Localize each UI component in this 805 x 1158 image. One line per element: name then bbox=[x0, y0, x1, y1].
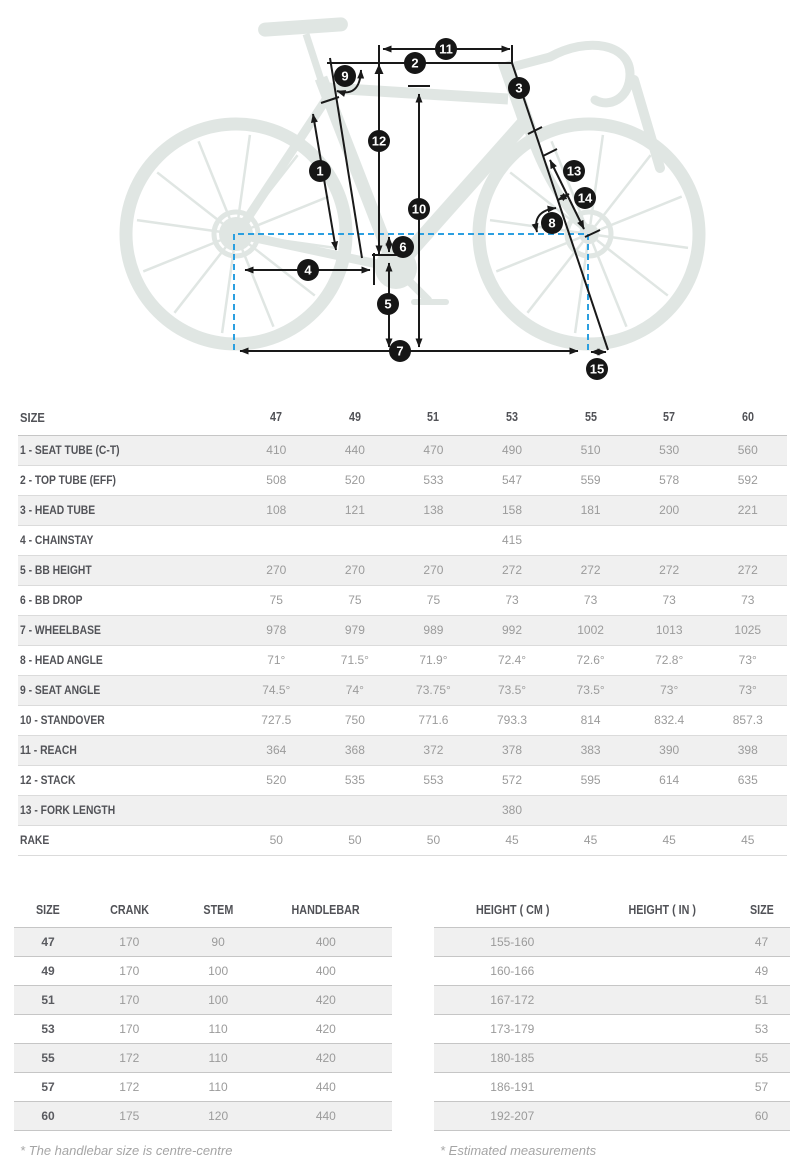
geometry-value-cell: 74.5° bbox=[262, 683, 291, 697]
geometry-value-cell bbox=[394, 526, 473, 555]
sizing_table-header-row bbox=[434, 894, 790, 928]
geometry-value-cell: 45 bbox=[662, 833, 676, 847]
geometry-value-cell: 72.8° bbox=[655, 653, 684, 667]
marker-number: 2 bbox=[411, 55, 419, 71]
components-row-cell: 51 bbox=[41, 993, 55, 1007]
geometry-value-cell bbox=[630, 526, 709, 555]
sizing-row bbox=[434, 1044, 790, 1073]
geometry-value-cell: 45 bbox=[741, 833, 755, 847]
components-row-cell: 170 bbox=[119, 935, 140, 949]
geometry-value-cell: 380 bbox=[502, 803, 523, 817]
geometry-value-cell: 364 bbox=[266, 743, 287, 757]
geometry-value-cell: 978 bbox=[266, 623, 287, 637]
geometry-value-cell: 272 bbox=[737, 563, 758, 577]
geometry-value-cell: 572 bbox=[502, 773, 523, 787]
geometry-value-cell: 533 bbox=[423, 473, 444, 487]
geometry-value-cell: 108 bbox=[266, 503, 287, 517]
geometry-row-label bbox=[18, 436, 237, 465]
geometry-row-label bbox=[18, 766, 237, 795]
rider-sizing-table bbox=[434, 894, 790, 1131]
diagram-marker-4 bbox=[297, 259, 319, 281]
geometry-value-cell: 530 bbox=[659, 443, 680, 457]
bike-geometry-diagram bbox=[0, 0, 805, 392]
sizing-row-cell: 155-160 bbox=[490, 935, 535, 949]
geometry-value-cell bbox=[316, 526, 395, 555]
sizing-row-cell: 192-207 bbox=[490, 1109, 535, 1123]
components-row-cell: 440 bbox=[315, 1080, 336, 1094]
marker-number: 13 bbox=[566, 163, 582, 179]
geometry-value-cell: 75 bbox=[348, 593, 362, 607]
geometry-row-label-text: RAKE bbox=[20, 833, 50, 847]
geometry-value-cell: 378 bbox=[502, 743, 523, 757]
geometry-value-cell: 50 bbox=[269, 833, 283, 847]
sizing-row-cell bbox=[591, 957, 733, 985]
geometry-value-cell: 750 bbox=[344, 713, 365, 727]
geometry-value-cell bbox=[237, 796, 316, 825]
size-header-text: SIZE bbox=[20, 410, 45, 425]
size-column-header-text: 49 bbox=[348, 410, 361, 424]
geometry-row-label bbox=[18, 586, 237, 615]
geometry-value-cell: 383 bbox=[580, 743, 601, 757]
geometry-row-label bbox=[18, 646, 237, 675]
geometry-row-label bbox=[18, 706, 237, 735]
sizing_table-column-header-text: HEIGHT ( IN ) bbox=[628, 903, 696, 917]
components-table bbox=[14, 894, 392, 1131]
geometry-value-cell bbox=[394, 796, 473, 825]
marker-number: 15 bbox=[589, 361, 605, 377]
geometry-row-label bbox=[18, 556, 237, 585]
sizing-row-cell: 186-191 bbox=[490, 1080, 535, 1094]
geometry-value-cell: 440 bbox=[344, 443, 365, 457]
components-row-cell: 110 bbox=[208, 1022, 228, 1036]
main-geometry-table bbox=[18, 400, 787, 856]
geometry-row-label-text: 12 - STACK bbox=[20, 773, 76, 787]
geometry-value-cell: 272 bbox=[502, 563, 523, 577]
geometry-value-cell: 553 bbox=[423, 773, 444, 787]
components-row-cell: 100 bbox=[208, 964, 229, 978]
sizing-row-cell bbox=[591, 1073, 733, 1101]
geometry-value-cell: 771.6 bbox=[418, 713, 449, 727]
sizing-row-cell bbox=[591, 928, 733, 956]
geometry-value-cell: 832.4 bbox=[654, 713, 685, 727]
geometry-value-cell: 398 bbox=[737, 743, 758, 757]
geometry-row-label bbox=[18, 826, 237, 855]
components-row bbox=[14, 928, 392, 957]
size-header-label bbox=[18, 400, 237, 435]
size-column-header bbox=[630, 400, 709, 435]
geometry-value-cell: 73 bbox=[662, 593, 676, 607]
geometry-value-cell: 635 bbox=[737, 773, 758, 787]
components_table-column-header bbox=[82, 894, 177, 927]
geometry-value-cell: 73.5° bbox=[576, 683, 605, 697]
geometry-row-label-text: 7 - WHEELBASE bbox=[20, 623, 101, 637]
geometry-value-cell bbox=[708, 526, 787, 555]
size-header-row bbox=[18, 400, 787, 436]
sizing_table-column-header bbox=[733, 894, 790, 927]
geometry-value-cell: 793.3 bbox=[497, 713, 528, 727]
diagram-marker-13 bbox=[563, 160, 585, 182]
components-row-cell: 420 bbox=[315, 1051, 336, 1065]
marker-number: 5 bbox=[384, 296, 392, 312]
size-column-header bbox=[237, 400, 316, 435]
geometry-value-cell: 270 bbox=[266, 563, 287, 577]
sizing-row-cell: 49 bbox=[754, 964, 769, 978]
components_table-column-header-text: STEM bbox=[203, 903, 234, 917]
geometry-value-cell: 50 bbox=[426, 833, 441, 847]
size-column-header-text: 51 bbox=[427, 410, 440, 424]
geometry-value-cell: 71° bbox=[267, 653, 286, 667]
components-row-cell: 100 bbox=[208, 993, 229, 1007]
geometry-row-label bbox=[18, 796, 237, 825]
lower-tables-section bbox=[0, 894, 805, 1158]
components-row-cell: 420 bbox=[315, 1022, 336, 1036]
geometry-value-cell: 372 bbox=[423, 743, 444, 757]
sizing_table-column-header bbox=[591, 894, 733, 927]
geometry-value-cell: 270 bbox=[344, 563, 365, 577]
geometry-value-cell: 595 bbox=[580, 773, 601, 787]
size-column-header bbox=[394, 400, 473, 435]
saddle-shape bbox=[258, 17, 349, 37]
geometry-row bbox=[18, 646, 787, 676]
geometry-row-label-text: 2 - TOP TUBE (EFF) bbox=[20, 473, 116, 487]
geometry-value-cell: 272 bbox=[580, 563, 601, 577]
geometry-value-cell: 368 bbox=[344, 743, 365, 757]
components-row bbox=[14, 1044, 392, 1073]
geometry-value-cell: 989 bbox=[423, 623, 444, 637]
components-row bbox=[14, 957, 392, 986]
sizing_table-column-header-text: SIZE bbox=[749, 903, 774, 917]
sizing-row bbox=[434, 1073, 790, 1102]
geometry-value-cell: 200 bbox=[659, 503, 680, 517]
geometry-value-cell bbox=[316, 796, 395, 825]
sizing-row-cell: 173-179 bbox=[490, 1022, 535, 1036]
components-row-cell: 60 bbox=[41, 1109, 55, 1123]
geometry-row bbox=[18, 466, 787, 496]
marker-number: 3 bbox=[515, 80, 523, 96]
geometry-value-cell: 73° bbox=[660, 683, 679, 697]
sizing-row-cell: 167-172 bbox=[490, 993, 535, 1007]
handlebar-footnote: * The handlebar size is centre-centre bbox=[20, 1143, 233, 1158]
diagram-marker-8 bbox=[541, 212, 563, 234]
geometry-value-cell: 73 bbox=[505, 593, 519, 607]
geometry-value-cell: 410 bbox=[266, 443, 287, 457]
components_table-column-header-text: SIZE bbox=[36, 903, 60, 917]
components_table-header-row bbox=[14, 894, 392, 928]
size-column-header bbox=[708, 400, 787, 435]
geometry-row-label bbox=[18, 736, 237, 765]
geometry-value-cell bbox=[237, 526, 316, 555]
geometry-value-cell: 71.5° bbox=[340, 653, 369, 667]
components-row-cell: 400 bbox=[315, 935, 336, 949]
geometry-diagram-section bbox=[0, 0, 805, 392]
geometry-value-cell: 270 bbox=[423, 563, 444, 577]
geometry-row bbox=[18, 616, 787, 646]
sizing-row-cell bbox=[591, 986, 733, 1014]
geometry-row-label-text: 3 - HEAD TUBE bbox=[20, 503, 96, 517]
geometry-value-cell bbox=[630, 796, 709, 825]
size-column-header bbox=[473, 400, 552, 435]
diagram-marker-10 bbox=[408, 198, 430, 220]
geometry-value-cell: 490 bbox=[502, 443, 523, 457]
geometry-value-cell: 50 bbox=[348, 833, 362, 847]
geometry-row bbox=[18, 796, 787, 826]
sizing-row-cell: 51 bbox=[754, 993, 769, 1007]
marker-number: 8 bbox=[548, 215, 556, 231]
geometry-value-cell: 992 bbox=[502, 623, 523, 637]
geometry-value-cell: 75 bbox=[426, 593, 441, 607]
marker-number: 11 bbox=[439, 41, 453, 57]
geometry-value-cell: 390 bbox=[659, 743, 680, 757]
geometry-value-cell: 520 bbox=[344, 473, 365, 487]
components-row-cell: 172 bbox=[119, 1051, 140, 1065]
geometry-value-cell: 138 bbox=[423, 503, 444, 517]
marker-number: 10 bbox=[411, 201, 427, 217]
geometry-value-cell: 614 bbox=[659, 773, 680, 787]
geometry-value-cell: 72.4° bbox=[497, 653, 527, 667]
geometry-row-label-text: 9 - SEAT ANGLE bbox=[20, 683, 101, 697]
geometry-value-cell: 75 bbox=[269, 593, 283, 607]
components_table-column-header bbox=[14, 894, 82, 927]
geometry-value-cell: 121 bbox=[344, 503, 365, 517]
diagram-marker-7 bbox=[389, 340, 411, 362]
diagram-marker-3 bbox=[508, 77, 530, 99]
components-row-cell: 170 bbox=[119, 964, 140, 978]
geometry-row-label-text: 4 - CHAINSTAY bbox=[20, 533, 94, 547]
sizing-row-cell: 55 bbox=[754, 1051, 769, 1065]
sizing-row-cell bbox=[591, 1015, 733, 1043]
geometry-value-cell: 45 bbox=[583, 833, 598, 847]
estimated-footnote: * Estimated measurements bbox=[440, 1143, 597, 1158]
marker-number: 4 bbox=[304, 262, 312, 278]
geometry-row-label-text: 1 - SEAT TUBE (C-T) bbox=[20, 443, 120, 457]
geometry-value-cell: 578 bbox=[659, 473, 680, 487]
geometry-value-cell: 592 bbox=[737, 473, 758, 487]
geometry-row-label bbox=[18, 466, 237, 495]
geometry-row bbox=[18, 436, 787, 466]
size-column-header-text: 57 bbox=[663, 410, 676, 424]
size-column-header bbox=[551, 400, 630, 435]
marker-number: 7 bbox=[396, 343, 404, 359]
components-row bbox=[14, 986, 392, 1015]
components-row-cell: 57 bbox=[41, 1080, 55, 1094]
geometry-value-cell bbox=[708, 796, 787, 825]
geometry-value-cell: 559 bbox=[580, 473, 601, 487]
geometry-value-cell: 221 bbox=[737, 503, 758, 517]
components_table-column-header bbox=[177, 894, 260, 927]
geometry-value-cell: 979 bbox=[344, 623, 365, 637]
geometry-value-cell: 520 bbox=[266, 773, 287, 787]
sizing-row-cell bbox=[591, 1102, 733, 1130]
components-row-cell: 420 bbox=[315, 993, 336, 1007]
components-table-column bbox=[14, 894, 392, 1158]
diagram-marker-9 bbox=[334, 65, 356, 87]
geometry-row bbox=[18, 556, 787, 586]
geometry-value-cell: 1013 bbox=[655, 623, 683, 637]
components_table-column-header bbox=[260, 894, 392, 927]
components-row-cell: 170 bbox=[119, 1022, 140, 1036]
components-row-cell: 172 bbox=[119, 1080, 140, 1094]
geometry-row-label-text: 8 - HEAD ANGLE bbox=[20, 653, 103, 667]
sizing-row-cell: 57 bbox=[754, 1080, 769, 1094]
sizing-row-cell: 47 bbox=[754, 935, 769, 949]
marker-number: 14 bbox=[577, 190, 593, 206]
sizing-row-cell: 60 bbox=[754, 1109, 769, 1123]
marker-number: 6 bbox=[399, 239, 407, 255]
diagram-marker-14 bbox=[574, 187, 596, 209]
sizing-row bbox=[434, 957, 790, 986]
geometry-value-cell: 727.5 bbox=[261, 713, 292, 727]
marker-number: 1 bbox=[316, 163, 324, 179]
size-column-header-text: 53 bbox=[506, 410, 518, 424]
marker-number: 12 bbox=[371, 133, 387, 149]
components-row-cell: 49 bbox=[41, 964, 55, 978]
geometry-value-cell: 1002 bbox=[577, 623, 604, 637]
geometry-value-cell bbox=[551, 796, 630, 825]
geometry-row-label bbox=[18, 676, 237, 705]
geometry-value-cell: 158 bbox=[502, 503, 523, 517]
geometry-value-cell: 73.5° bbox=[497, 683, 527, 697]
geometry-value-cell: 73 bbox=[583, 593, 598, 607]
geometry-row bbox=[18, 736, 787, 766]
geometry-value-cell: 857.3 bbox=[732, 713, 763, 727]
geometry-value-cell: 510 bbox=[580, 443, 601, 457]
sizing-row bbox=[434, 986, 790, 1015]
geometry-row bbox=[18, 766, 787, 796]
geometry-value-cell: 181 bbox=[580, 503, 601, 517]
diagram-marker-12 bbox=[368, 130, 390, 152]
geometry-value-cell: 535 bbox=[344, 773, 365, 787]
geometry-value-cell: 508 bbox=[266, 473, 287, 487]
sizing-row-cell bbox=[591, 1044, 733, 1072]
components-row-cell: 47 bbox=[41, 935, 55, 949]
components-row-cell: 110 bbox=[208, 1080, 228, 1094]
geometry-row-label-text: 10 - STANDOVER bbox=[20, 713, 105, 727]
components_table-column-header-text: HANDLEBAR bbox=[291, 903, 360, 917]
components-row-cell: 110 bbox=[208, 1051, 228, 1065]
size-column-header-text: 60 bbox=[741, 410, 754, 424]
geometry-value-cell: 415 bbox=[502, 533, 523, 547]
geometry-value-cell: 73° bbox=[738, 683, 757, 697]
sizing_table-column-header-text: HEIGHT ( CM ) bbox=[475, 903, 550, 917]
geometry-row-label-text: 5 - BB HEIGHT bbox=[20, 563, 92, 577]
components-row-cell: 90 bbox=[211, 935, 225, 949]
diagram-marker-11 bbox=[435, 38, 457, 60]
components-row bbox=[14, 1073, 392, 1102]
components-row-cell: 170 bbox=[119, 993, 140, 1007]
sizing-row bbox=[434, 928, 790, 957]
size-column-header-text: 55 bbox=[584, 410, 597, 424]
diagram-marker-15 bbox=[586, 358, 608, 380]
components-row-cell: 440 bbox=[315, 1109, 336, 1123]
geometry-row bbox=[18, 526, 787, 556]
geometry-row bbox=[18, 826, 787, 856]
geometry-value-cell: 73.75° bbox=[416, 683, 451, 697]
components-row-cell: 175 bbox=[119, 1109, 140, 1123]
geometry-row-label bbox=[18, 496, 237, 525]
components-row bbox=[14, 1102, 392, 1131]
geometry-row-label bbox=[18, 526, 237, 555]
diagram-marker-6 bbox=[392, 236, 414, 258]
geometry-value-cell: 814 bbox=[580, 713, 601, 727]
sizing-table-column bbox=[434, 894, 790, 1158]
components-row bbox=[14, 1015, 392, 1044]
geometry-value-cell: 74° bbox=[345, 683, 364, 697]
size-column-header-text: 47 bbox=[270, 410, 283, 424]
geometry-row bbox=[18, 706, 787, 736]
geometry-value-cell: 45 bbox=[505, 833, 519, 847]
geometry-value-cell: 470 bbox=[423, 443, 444, 457]
components-row-cell: 53 bbox=[41, 1022, 55, 1036]
geometry-value-cell: 547 bbox=[502, 473, 523, 487]
marker-number: 9 bbox=[341, 68, 349, 84]
geometry-value-cell: 72.6° bbox=[576, 653, 605, 667]
diagram-marker-1 bbox=[309, 160, 331, 182]
sizing-row-cell: 53 bbox=[754, 1022, 769, 1036]
sizing-row-cell: 180-185 bbox=[490, 1051, 535, 1065]
geometry-value-cell: 71.9° bbox=[419, 653, 448, 667]
sizing-row-cell: 160-166 bbox=[490, 964, 535, 978]
components_table-column-header-text: CRANK bbox=[109, 903, 149, 917]
geometry-value-cell: 1025 bbox=[734, 623, 762, 637]
sizing-row bbox=[434, 1015, 790, 1044]
diagram-marker-5 bbox=[377, 293, 399, 315]
sizing_table-column-header bbox=[434, 894, 591, 927]
geometry-value-cell: 73 bbox=[741, 593, 755, 607]
components-row-cell: 55 bbox=[41, 1051, 55, 1065]
geometry-row bbox=[18, 586, 787, 616]
geometry-row bbox=[18, 496, 787, 526]
geometry-row-label bbox=[18, 616, 237, 645]
diagram-marker-2 bbox=[404, 52, 426, 74]
size-column-header bbox=[316, 400, 395, 435]
geometry-value-cell: 560 bbox=[737, 443, 758, 457]
geometry-row-label-text: 6 - BB DROP bbox=[20, 593, 83, 607]
components-row-cell: 400 bbox=[315, 964, 336, 978]
geometry-value-cell: 272 bbox=[659, 563, 680, 577]
geometry-row-label-text: 13 - FORK LENGTH bbox=[20, 803, 116, 817]
sizing-row bbox=[434, 1102, 790, 1131]
components-row-cell: 120 bbox=[208, 1109, 229, 1123]
geometry-value-cell bbox=[551, 526, 630, 555]
geometry-value-cell: 73° bbox=[738, 653, 757, 667]
geometry-row-label-text: 11 - REACH bbox=[20, 743, 77, 757]
geometry-row bbox=[18, 676, 787, 706]
